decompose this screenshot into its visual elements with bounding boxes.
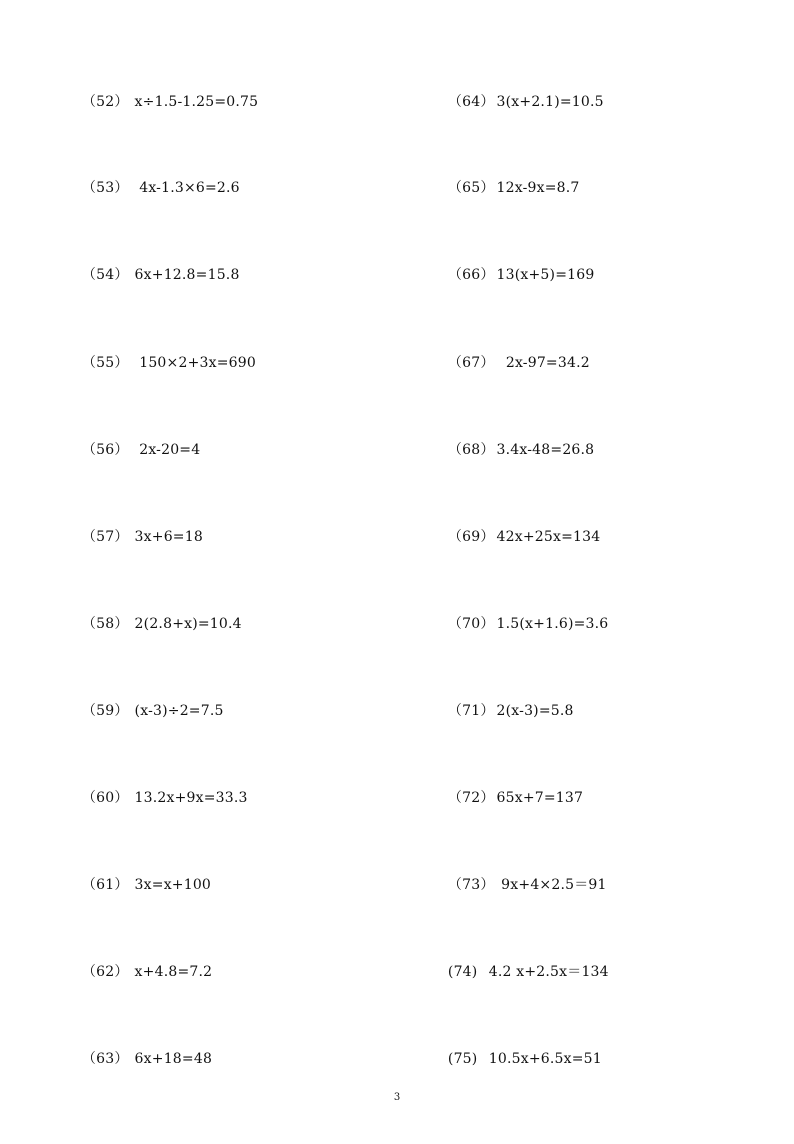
problem-number: （72） [447, 790, 495, 806]
equation: 3x=x+100 [129, 877, 212, 893]
problem-56 [54, 420, 201, 458]
equation: 6x+12.8=15.8 [129, 267, 240, 283]
problem-74 [420, 942, 609, 980]
equation: 13(x+5)=169 [496, 267, 595, 283]
problem-75 [420, 1029, 602, 1067]
problem-54 [54, 245, 240, 283]
problem-number: （67） [447, 355, 495, 371]
problem-number: （70） [447, 616, 495, 632]
equation: 2x-97=34.2 [496, 355, 590, 371]
problem-58 [54, 594, 242, 632]
problem-number: （55） [81, 355, 129, 371]
equation: 10.5x+6.5x=51 [479, 1051, 602, 1067]
problem-number: （64） [447, 94, 495, 110]
equation: 3.4x-48=26.8 [496, 442, 595, 458]
problem-number: （63） [81, 1051, 129, 1067]
problem-67 [420, 333, 590, 371]
problem-number: （65） [447, 180, 495, 196]
problem-70 [420, 594, 609, 632]
problem-64 [420, 72, 604, 110]
problem-number: （62） [81, 964, 129, 980]
problem-number: （54） [81, 267, 129, 283]
equation: x÷1.5-1.25=0.75 [129, 94, 259, 110]
problem-number: （66） [447, 267, 495, 283]
problem-65 [420, 158, 580, 196]
problem-68 [420, 420, 595, 458]
problem-number: （52） [81, 94, 129, 110]
problem-number: (74) [447, 964, 478, 980]
problem-61 [54, 855, 212, 893]
equation: 150×2+3x=690 [129, 355, 256, 371]
problem-number: （56） [81, 442, 129, 458]
equation: 65x+7=137 [496, 790, 584, 806]
problem-59 [54, 681, 224, 719]
problem-number: （61） [81, 877, 129, 893]
problem-number: （59） [81, 703, 129, 719]
problem-69 [420, 507, 601, 545]
problem-number: （58） [81, 616, 129, 632]
equation: 12x-9x=8.7 [496, 180, 580, 196]
problem-73 [420, 855, 607, 893]
equation: 2(2.8+x)=10.4 [129, 616, 242, 632]
equation: 2x-20=4 [129, 442, 201, 458]
problem-52 [54, 72, 259, 110]
equation: 2(x-3)=5.8 [496, 703, 574, 719]
problem-number: （69） [447, 529, 495, 545]
equation: 42x+25x=134 [496, 529, 601, 545]
problem-60 [54, 768, 248, 806]
problem-number: （71） [447, 703, 495, 719]
equation: 3(x+2.1)=10.5 [496, 94, 604, 110]
equation: 3x+6=18 [129, 529, 203, 545]
problem-number: （53） [81, 180, 129, 196]
problem-number: （73） [447, 877, 495, 893]
problem-72 [420, 768, 584, 806]
problem-55 [54, 333, 256, 371]
problem-number: (75) [447, 1051, 478, 1067]
problem-62 [54, 942, 213, 980]
equation: (x-3)÷2=7.5 [129, 703, 224, 719]
problem-71 [420, 681, 574, 719]
problem-66 [420, 245, 595, 283]
equation: 13.2x+9x=33.3 [129, 790, 248, 806]
equation: 9x+4×2.5＝91 [496, 877, 607, 893]
equation: 4x-1.3×6=2.6 [129, 180, 240, 196]
problem-63 [54, 1029, 213, 1067]
problem-number: （60） [81, 790, 129, 806]
equation: 6x+18=48 [129, 1051, 213, 1067]
problem-number: （57） [81, 529, 129, 545]
problem-53 [54, 158, 240, 196]
page-number: 3 [393, 1092, 401, 1103]
equation: 4.2 x+2.5x＝134 [479, 964, 609, 980]
problem-57 [54, 507, 203, 545]
equation: 1.5(x+1.6)=3.6 [496, 616, 609, 632]
equation: x+4.8=7.2 [129, 964, 213, 980]
problem-number: （68） [447, 442, 495, 458]
